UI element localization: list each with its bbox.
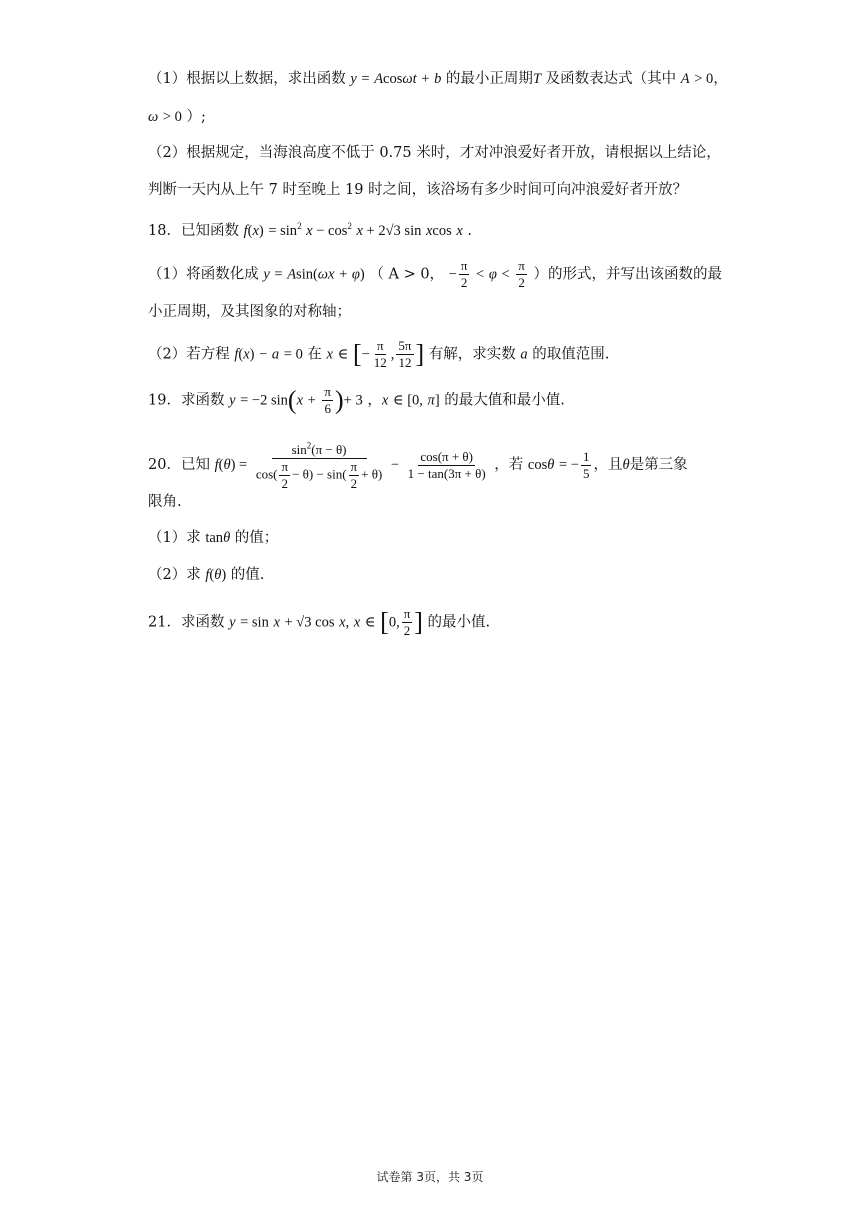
p20-stem: 20．已知 f(θ) = $\sin^2(\pi - \theta)$ cos( $\frac{\pi}{2}$ − θ) − sin( $\frac{\pi}{2}$ + θ) − $\frac{\cos(\pi + \theta)}{1 - \tan(3\pi + \theta)}$ ，若 cosθ = − $\frac{1}{5}$ ，且θ是第三象 <box>148 438 688 492</box>
p17-q2-line2: 判断一天内从上午 7 时至晚上 19 时之间，该浴场有多少时间可向冲浪爱好者开放？ <box>148 182 688 198</box>
p20-q2: （2）求 f(θ) 的值. <box>148 567 265 583</box>
p17-q2-line1: （2）根据规定，当海浪高度不低于 0.75 米时，才对冲浪爱好者开放，请根据以上结论， <box>148 145 721 161</box>
fraction-pi-over-2: $\frac{\pi}{2}$ <box>403 606 411 638</box>
p19: 19．求函数 y = −2 sin(x + $\frac{\pi}{6}$ )+ 3 ，x ∈ [0, π] 的最大值和最小值. <box>148 384 565 416</box>
p18-stem: 18．已知函数 $f(x) = \sin^2 x - \cos^2 x + 2√3$ sin xcos x . <box>148 221 473 239</box>
page-footer: 试卷第 3页，共 3页 <box>376 1170 484 1184</box>
fraction-pi-over-12: $\frac{\pi}{12}$ <box>373 338 387 370</box>
fraction-pi-over-2: $\frac{\pi}{2}$ <box>518 258 525 290</box>
fraction-5pi-over-12: $\frac{5\pi}{12}$ <box>398 338 412 370</box>
p20-stem-cont: 限角. <box>148 494 182 510</box>
p21: 21．求函数 y = sin x + √3 cos x, x ∈ [0, $\frac{\pi}{2}$ ] 的最小值. <box>148 606 491 638</box>
p18-q2: （2）若方程 f(x) − a = 0 在 x ∈ [− $\frac{\pi}{12}$ , $\frac{5\pi}{12}$ ] 有解，求实数 a 的取值范围. <box>148 338 610 370</box>
fraction-f-theta-term2: $\frac{\cos(\pi + \theta)}{1 - \tan(3\pi + \theta)}$ <box>407 448 486 481</box>
fraction-pi-over-6: $\frac{\pi}{6}$ <box>324 384 331 416</box>
fraction-1-over-5: $\frac{1}{5}$ <box>582 448 590 481</box>
fraction-pi-over-2: $\frac{\pi}{2}$ <box>460 258 468 290</box>
p20-q1: （1）求 tanθ 的值； <box>148 530 279 546</box>
p18-q1-line1: （1）将函数化成 y = Asin(ωx + φ) （ A > 0， − $\frac{\pi}{2}$ < φ < $\frac{\pi}{2}$ ）的形式，并写出该函数的最 <box>148 258 722 290</box>
fraction-f-theta-term1: $\sin^2(\pi - \theta)$ cos( $\frac{\pi}{2}$ − θ) − sin( $\frac{\pi}{2}$ + θ) <box>254 438 384 492</box>
p17-q1-line2: ω > 0 ）; <box>148 109 206 125</box>
p17-q1-line1: （1）根据以上数据，求出函数 y = Acosωt + b 的最小正周期T 及函数表达式（其中 A > 0， <box>148 71 728 87</box>
p18-q1-line2: 小正周期，及其图象的对称轴； <box>148 304 351 320</box>
